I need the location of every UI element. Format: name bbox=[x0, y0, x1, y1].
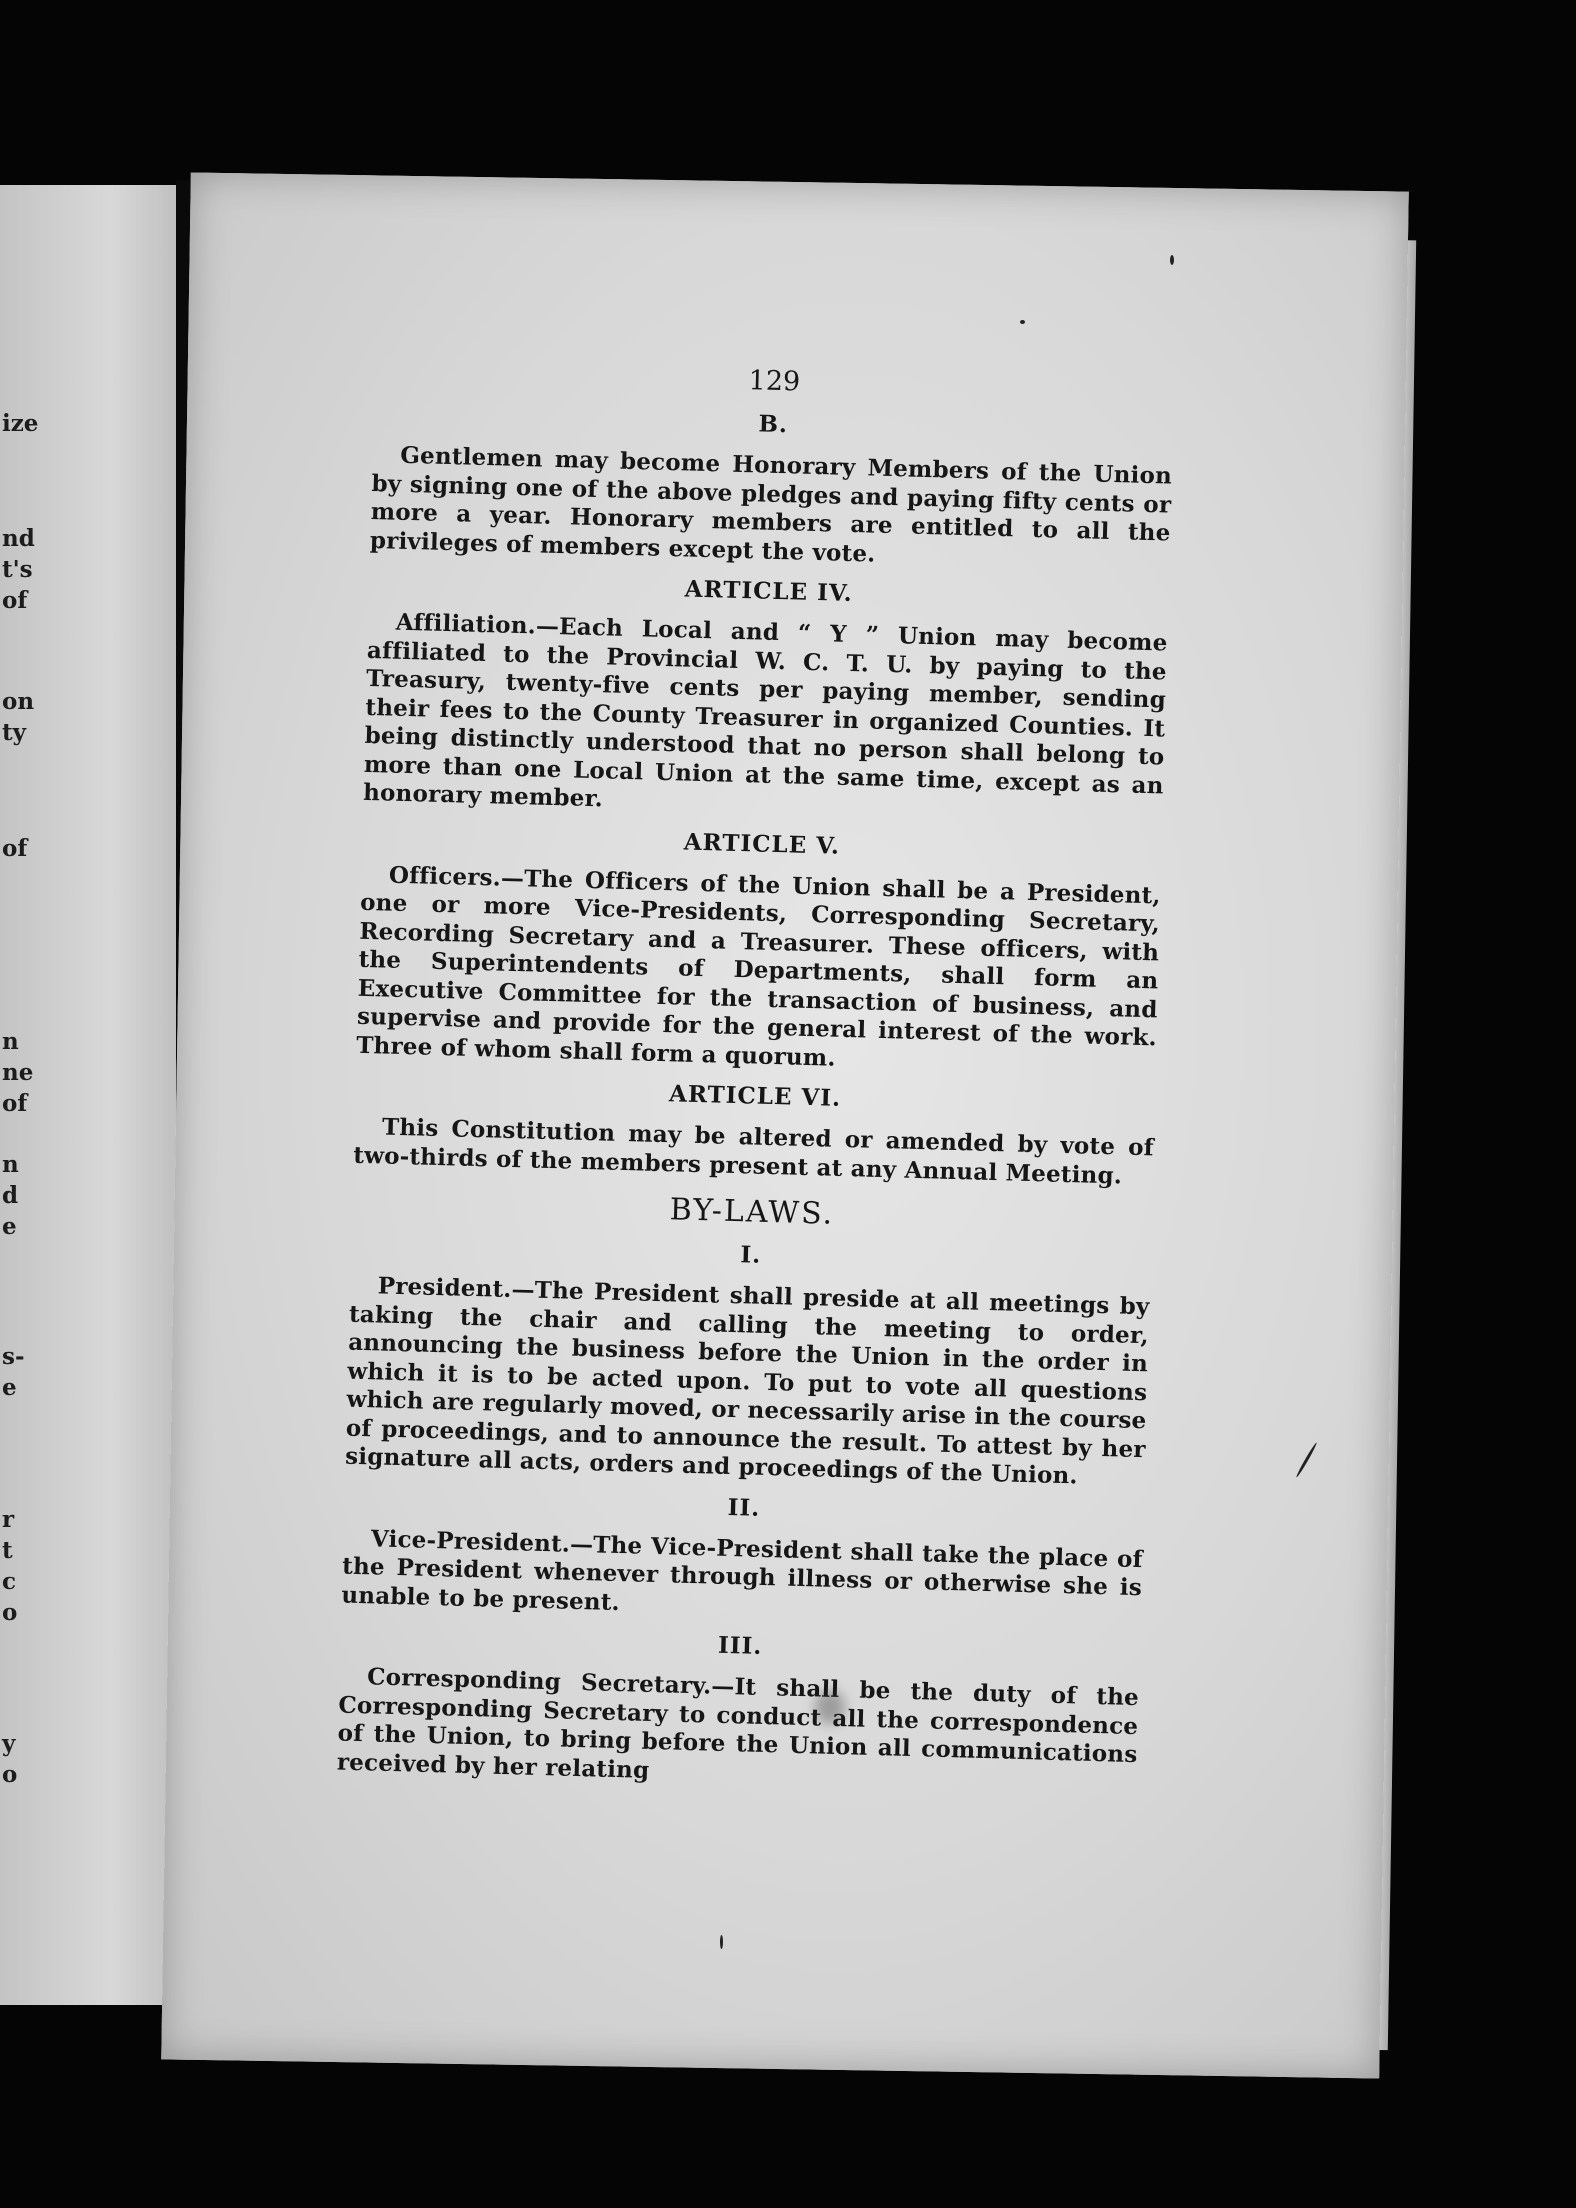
left-fragment: e bbox=[2, 1213, 17, 1240]
ink-smudge bbox=[815, 1690, 845, 1724]
bylaw-paragraph: President.—The President shall preside at all meetings by taking the chair and calling the meeting to order, announcing the business before the Union in the order in which it is to be acted upon. To put to vote all questions which are regularly moved, or necessarily arise in the course of proceedings, and to announce the result. To attest by her signature all acts, orders and proceedings of the Union. bbox=[344, 1272, 1150, 1490]
left-page bbox=[0, 185, 185, 2005]
bylaw-heading: II. bbox=[727, 1493, 761, 1522]
left-fragment: ize bbox=[2, 410, 39, 437]
left-fragment: of bbox=[2, 835, 28, 862]
left-fragment: of bbox=[2, 587, 28, 614]
section-heading: ARTICLE VI. bbox=[668, 1080, 842, 1112]
section-paragraph: Gentlemen may become Honorary Members of the Union by signing one of the above pledges and paying fifty cents or more a year. Honorary members are entitled to all the privileges of members except the vote. bbox=[369, 441, 1173, 568]
left-fragment: t bbox=[2, 1537, 13, 1564]
bylaw-heading: I. bbox=[740, 1241, 762, 1269]
left-fragment: y bbox=[2, 1730, 16, 1757]
section-heading: ARTICLE V. bbox=[683, 828, 841, 860]
section-heading: B. bbox=[758, 410, 789, 439]
left-fragment: s- bbox=[2, 1343, 25, 1370]
bylaw-heading: III. bbox=[717, 1631, 763, 1660]
left-fragment: r bbox=[2, 1506, 15, 1533]
left-fragment: t's bbox=[2, 556, 33, 583]
left-fragment: ty bbox=[2, 719, 26, 746]
section-heading: ARTICLE IV. bbox=[684, 575, 854, 608]
left-fragment: of bbox=[2, 1090, 28, 1117]
dust-speck bbox=[1170, 255, 1174, 265]
left-fragment: nd bbox=[2, 525, 35, 552]
left-fragment: on bbox=[2, 688, 35, 715]
left-fragment: n bbox=[2, 1151, 19, 1178]
dust-speck bbox=[1020, 320, 1025, 324]
section-paragraph: This Constitution may be altered or amended by vote of two-thirds of the members present at any Annual Meeting. bbox=[352, 1113, 1155, 1190]
dust-speck bbox=[720, 1935, 723, 1949]
left-fragment: n bbox=[2, 1028, 19, 1055]
bylaw-paragraph: Vice-President.—The Vice-President shall take the place of the President whenever through illness or otherwise she is unable to be present. bbox=[341, 1524, 1144, 1616]
page-number: 129 bbox=[748, 365, 801, 398]
left-fragment: c bbox=[2, 1568, 17, 1595]
left-fragment: o bbox=[2, 1761, 18, 1788]
left-fragment: e bbox=[2, 1374, 17, 1401]
section-paragraph: Officers.—The Officers of the Union shall be a President, one or more Vice-Presidents, Corresponding Secretary, Recording Secretary and a Treasurer. These officers, with the Superintendents of Departments, shall form an Executive Committee for the transaction of business, and supervise and provide for the general interest of the work. Three of whom shall form a quorum. bbox=[355, 861, 1162, 1072]
left-fragment: ne bbox=[2, 1059, 34, 1086]
left-fragment: d bbox=[2, 1182, 19, 1209]
left-fragment: o bbox=[2, 1599, 18, 1626]
bylaw-paragraph: Corresponding Secretary.—It shall be the duty of the Corresponding Secretary to conduct all the correspondence of the Union, to bring before the Union all communications received by her relating bbox=[336, 1663, 1140, 1784]
page-text bbox=[337, 355, 1175, 1798]
section-paragraph: Affiliation.—Each Local and “ Y ” Union may become affiliated to the Provincial W. C. T. U. by paying to the Treasury, twenty-five cents per paying member, sending their fees to the County Treasurer in organized Counties. It being distinctly understood that no person shall belong to more than one Local Union at the same time, except as an honorary member. bbox=[362, 608, 1168, 813]
bylaws-title: BY-LAWS. bbox=[669, 1192, 835, 1232]
